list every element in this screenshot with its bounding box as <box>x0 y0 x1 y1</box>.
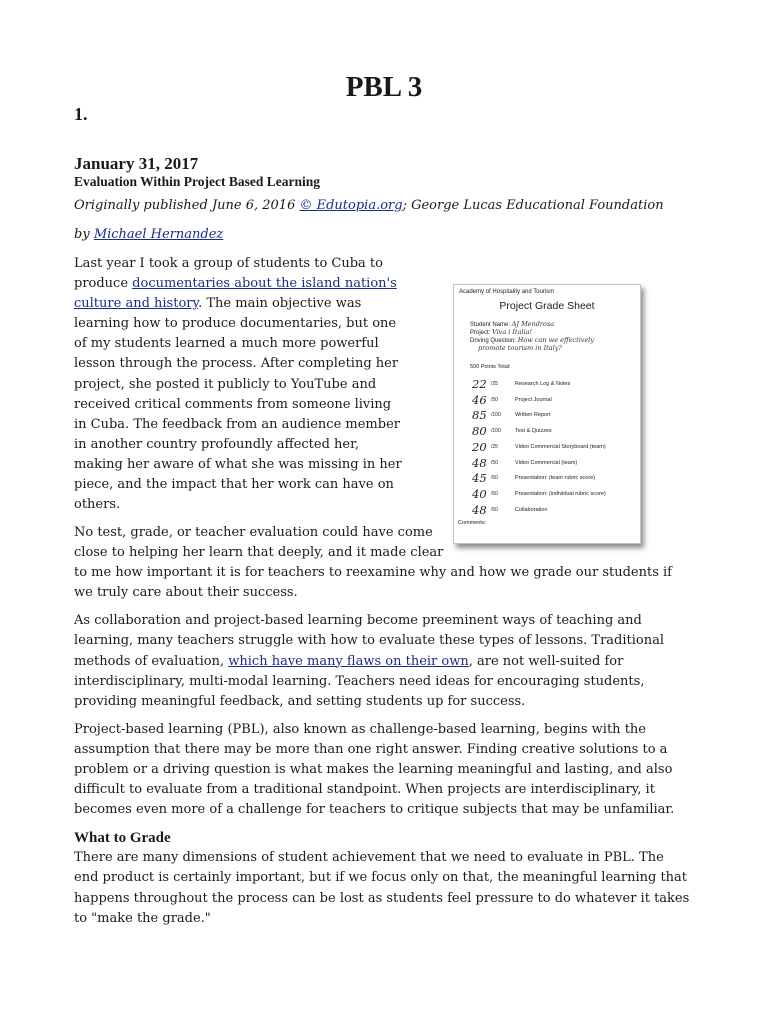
grade-score: 22 <box>472 377 487 391</box>
grade-score: 20 <box>472 439 487 454</box>
paragraph: Project-based learning (PBL), also known as challenge-based learning, begins with the assumption that there may be more than one right answer. Finding creative solutions to a problem or a driving question is what makes the learning meaningful and lasting, and also difficult to evaluate from a traditional standpoint. When projects are interdisciplinary, it becomes even more of a challenge for teachers to critique subjects that may be unfamiliar. <box>74 721 675 818</box>
author-link[interactable]: Michael Hernandez <box>93 227 224 242</box>
project-label: Project: <box>470 330 491 336</box>
publication-prefix: Originally published June 6, 2016 <box>74 198 300 213</box>
grade-sheet-info <box>470 321 594 353</box>
question-row-continued <box>470 345 594 353</box>
grade-item: Project Journal <box>515 396 552 403</box>
publication-suffix: ; George Lucas Educational Foundation <box>402 198 664 213</box>
grade-max: /100 <box>491 428 501 435</box>
paragraph-line: others. <box>74 497 121 513</box>
article-title: Evaluation Within Project Based Learning <box>74 174 321 189</box>
grade-score: 80 <box>472 424 487 439</box>
paragraph-line: Last year I took a group of students to Cuba to <box>74 256 383 271</box>
paragraph: There are many dimensions of student achievement that we need to evaluate in PBL. The end product is certainly important, but if we focus only on that, the meaningful learning that happens throughout the process can be lost as students feel pressure to do whatever it takes to "make the grade." <box>74 850 690 926</box>
grade-item: Written Report <box>515 412 551 419</box>
paragraph-line: learning how to produce documentaries, but one <box>74 316 397 332</box>
question-value-continued: promote tourism in Italy? <box>478 344 562 352</box>
paragraph-line: of my students learned a much more powerful <box>74 336 379 352</box>
paragraph: No test, grade, or teacher evaluation could have come close to helping her learn that deeply, and it made clear to me how important it is for teachers to reexamine why and how we grade our students if we truly care about their success. <box>74 525 672 601</box>
grade-score: 46 <box>472 392 487 407</box>
paragraph-text: As collaboration and project-based learning become preeminent ways of teaching and learning, many teachers struggle with how to evaluate these types of lessons. Traditional methods of evaluation, <box>74 613 665 669</box>
grade-item: Research Log & Notes <box>515 381 571 387</box>
question-label: Driving Question: <box>470 338 517 344</box>
paragraph-text: . The main objective was <box>198 296 362 312</box>
byline-prefix: by <box>74 227 94 242</box>
grade-max: /25 <box>491 381 498 387</box>
section-heading: What to Grade <box>74 830 171 847</box>
grade-score: 45 <box>472 471 487 486</box>
grade-max: /100 <box>491 412 501 419</box>
edutopia-link[interactable]: © Edutopia.org <box>299 198 403 213</box>
paragraph-text: produce <box>74 276 133 292</box>
grade-max: /50 <box>491 490 498 497</box>
paragraph-line: project, she posted it publicly to YouTube and <box>74 376 377 392</box>
publication-line <box>74 197 664 215</box>
comments-label: Comments: <box>458 520 487 526</box>
grade-max: /50 <box>491 506 498 513</box>
project-value: Viva i Italia! <box>492 328 533 336</box>
points-total-label: 500 Points Total: <box>470 364 511 370</box>
grade-score: 85 <box>472 408 487 423</box>
paragraph-text: , are not well-suited for interdisciplinary, multi-modal learning. Teachers need ideas for encouraging students, providing meaningful feedback, and setting students up for success. <box>74 653 645 709</box>
grade-item: Presentation: (team rubric score) <box>515 475 596 482</box>
paragraph-line: making her aware of what she was missing in her <box>74 456 402 472</box>
section-number: 1. <box>74 104 88 124</box>
grade-item: Presentation: (individual rubric score) <box>515 490 606 497</box>
grade-score: 48 <box>472 502 487 517</box>
grade-max: /50 <box>491 459 498 466</box>
grade-item: Test & Quizzes <box>515 428 552 435</box>
documentaries-link[interactable]: documentaries about the island nation's <box>132 276 397 292</box>
student-value: AJ Mendrosa <box>511 320 555 328</box>
grade-item: Video Commercial Storyboard (team) <box>515 443 606 450</box>
grade-max: /25 <box>491 443 498 450</box>
paragraph <box>74 611 690 711</box>
grade-item: Video Commercial (team) <box>515 459 578 466</box>
byline <box>74 226 223 244</box>
grade-item: Collaboration <box>515 506 548 513</box>
academy-label: Academy of Hospitality and Tourism <box>459 289 555 295</box>
post-date: January 31, 2017 <box>74 154 199 173</box>
page-title: PBL 3 <box>345 71 423 103</box>
project-grade-sheet-image <box>453 284 641 544</box>
paragraph-line: piece, and the impact that her work can have on <box>74 477 394 493</box>
documentaries-link-continued[interactable]: culture and history <box>74 296 199 312</box>
paragraph-line: in another country profoundly affected her, <box>74 436 360 452</box>
paragraph-line: lesson through the process. After completing her <box>74 356 399 372</box>
student-label: Student Name: <box>470 322 511 328</box>
grade-score: 40 <box>472 486 487 501</box>
article-body <box>74 523 690 937</box>
flaws-link[interactable]: which have many flaws on their own <box>228 653 469 669</box>
question-value: How can we effectively <box>517 336 595 344</box>
paragraph-line: in Cuba. The feedback from an audience member <box>74 416 400 432</box>
grade-max: /50 <box>491 475 498 482</box>
intro-paragraph <box>74 254 402 515</box>
grade-max: /50 <box>491 396 498 403</box>
grade-sheet-heading: Project Grade Sheet <box>499 300 595 312</box>
paragraph-line <box>74 294 384 314</box>
grade-score: 48 <box>472 455 487 470</box>
paragraph-line: received critical comments from someone living <box>74 396 392 412</box>
paragraph-line <box>74 274 397 294</box>
